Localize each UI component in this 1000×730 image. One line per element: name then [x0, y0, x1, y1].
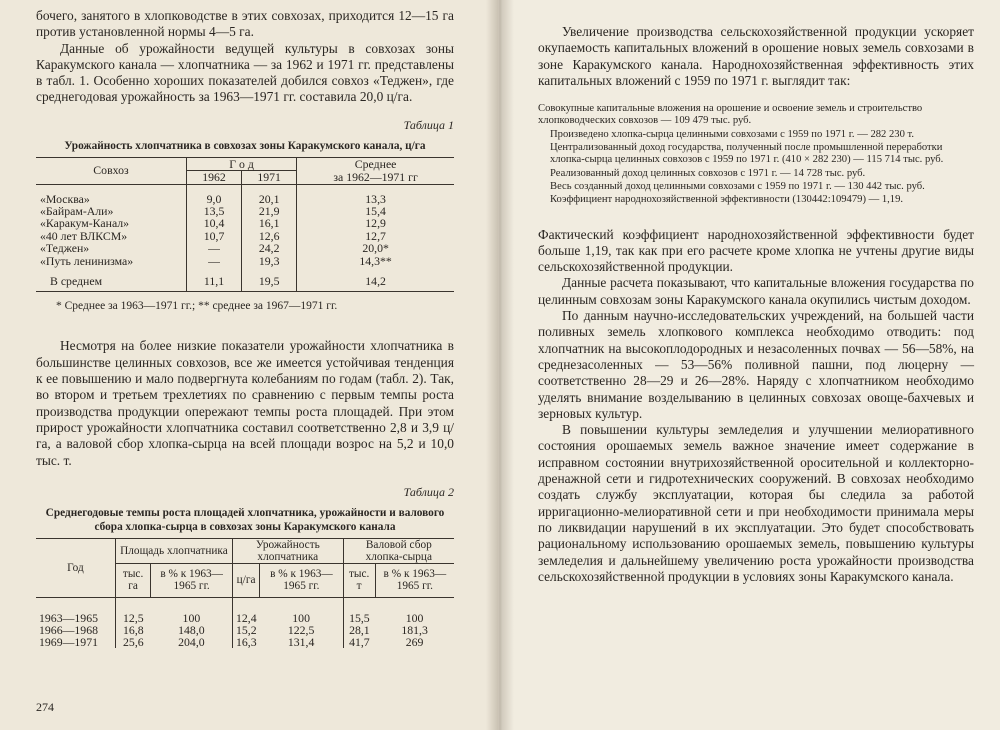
efficiency-calculation — [538, 103, 974, 206]
table1-header-sovkhoz: Совхоз — [36, 157, 186, 184]
table1-cell: 24,2 — [242, 242, 297, 254]
table2-cell-year: 1969—1971 — [36, 636, 115, 648]
table2-cell: 100 — [151, 597, 233, 624]
table1-cell: 13,3 — [365, 191, 386, 206]
table1-cell: 11,1 — [186, 267, 241, 292]
table2-header-gross: Валовой сбор хлопка-сырца — [343, 538, 454, 563]
table-row — [36, 636, 454, 648]
table1-header-1971: 1971 — [242, 171, 297, 184]
calc-item: Коэффициент народнохозяйственной эффективности (130442:109479) — 1,19. — [550, 194, 904, 206]
table1-cell: — — [186, 255, 241, 267]
calc-item: Произведено хлопка-сырца целинными совхозами с 1959 по 1971 г. — 282 230 т. — [550, 128, 914, 140]
table1-cell: 20,1 — [242, 184, 297, 205]
table2-cell: 16,8 — [123, 622, 144, 637]
table2-title: Среднегодовые темпы роста площадей хлопчатника, урожайности и валового сбора хлопка-сырца в совхозах зоны Каракумского канала — [45, 506, 445, 533]
table1-footnote: * Среднее за 1963—1971 гг.; ** среднее за 1967—1971 гг. — [56, 300, 338, 313]
calc-item: Совокупные капитальные вложения на орошение и освоение земель и строительство хлопководческих совхозов — 109 479 тыс. руб. — [538, 103, 923, 127]
table2-cell: 204,0 — [151, 636, 233, 648]
table1-cell: 16,1 — [242, 217, 297, 229]
table2-subheader: тыс. га — [115, 564, 150, 597]
table2-cell: 181,3 — [401, 622, 428, 637]
table2-cell: 16,3 — [236, 635, 257, 650]
table-row-average — [36, 267, 454, 292]
table2-cell: 269 — [405, 635, 424, 650]
table2-cell: 15,5 — [349, 610, 370, 625]
left-page — [0, 0, 498, 730]
table1-header-god: Г о д — [186, 157, 296, 170]
table1-cell: — — [186, 242, 241, 254]
table2-cell: 12,5 — [123, 610, 144, 625]
table-row — [36, 255, 454, 267]
table2-cell: 25,6 — [123, 635, 144, 650]
table1-cell: 13,5 — [186, 205, 241, 217]
page-number: 274 — [36, 700, 54, 714]
book-gutter — [486, 0, 514, 730]
table1-cell-name: В среднем — [36, 267, 186, 292]
left-paragraph-3: Несмотря на более низкие показатели урожайности хлопчатника в большинстве целинных совхозов, все же имеется устойчивая тенденция к ее повышению и мало подвергнута колебаниям по годам (табл. 2). Так, во втором и третьем трехлетиях по сравнению с первым темпы роста производства продукции опережают темпы роста площадей. При этом прирост урожайности хлопчатника составил соответственно 2,8 и 3,9 ц/га, а валовой сбор хлопка-сырца на всей площади возрос на 5,2 и 10,0 тыс. т. — [36, 338, 454, 468]
table1-cell-name: «Теджен» — [36, 242, 186, 254]
table2-cell: 41,7 — [349, 635, 370, 650]
table1-cell: 19,5 — [242, 267, 297, 292]
table2 — [36, 538, 454, 648]
table2-subheader: в % к 1963— 1965 гг. — [151, 564, 233, 597]
table-row — [36, 597, 454, 624]
right-paragraph-2: Фактический коэффициент народнохозяйственной эффективности будет больше 1,19, так как при его расчете кроме хлопка не учтены другие виды сельскохозяйственной продукции. — [538, 226, 974, 275]
table1-cell: 12,7 — [365, 228, 386, 243]
table-row — [36, 217, 454, 229]
table1-cell: 20,0* — [362, 241, 389, 256]
table2-subheader: в % к 1963— 1965 гг. — [375, 564, 454, 597]
table1-cell-name: «Москва» — [36, 184, 186, 205]
table1-cell: 14,2 — [297, 267, 454, 292]
right-paragraph-1: Увеличение производства сельскохозяйственной продукции ускоряет окупаемость капитальных вложений в орошение новых земель совхозами в зоне Каракумского канала. Народнохозяйственная эффективность этих капитальных вложений с 1959 по 1971 г. выглядит так: — [538, 24, 974, 88]
right-page — [498, 0, 1000, 730]
left-paragraph-1: бочего, занятого в хлопководстве в этих совхозах, приходится 12—15 га против установленной нормы 4—5 га. — [36, 8, 454, 40]
table2-subheader: в % к 1963— 1965 гг. — [260, 564, 343, 597]
table2-cell: 100 — [405, 610, 424, 625]
table-row — [36, 184, 454, 205]
table1-cell: 10,4 — [186, 217, 241, 229]
table2-cell: 15,2 — [236, 622, 257, 637]
table-row — [36, 230, 454, 242]
table2-cell: 28,1 — [349, 622, 370, 637]
right-paragraph-4: По данным научно-исследовательских учреждений, на большей части поливных земель хлопкового комплекса необходимо отводить: под хлопчатник на высокоплодородных и незасоленных почвах — 56—58%, на среднезасоленных — 53—56% поливной пашни, под люцерну — соответственно 28—29 и 26—28%. Наряду с хлопчатником необходимо уделять внимание возделыванию в целинных совхозах овоще-бахчевых и зерновых культур. — [538, 308, 974, 421]
table1-header-1962: 1962 — [186, 171, 241, 184]
table2-subheader: тыс. т — [343, 564, 375, 597]
right-paragraph-5: В повышении культуры земледелия и улучшении мелиоративного состояния орошаемых земель важное значение имеет содержание в исправном состоянии внутрихозяйственной оросительной и коллекторно-дренажной сети и гидротехнических сооружений. В совхозах необходимо создать службу эксплуатации, которая бы следила за работой ирригационно-мелиоративной сети и при необходимости принимала меры по ликвидации нарушений в их эксплуатации. Это будет способствовать рациональному использованию орошаемых земель, повышению культуры земледелия и дальнейшему увеличению роста урожайности производства сельскохозяйственной продукции в условиях зоны Каракумского канала. — [538, 422, 974, 584]
calc-item: Реализованный доход целинных совхозов с 1971 г. — 14 728 тыс. руб. — [550, 167, 866, 179]
calc-item: Централизованный доход государства, полученный после промышленной переработки хлопка-сырца целинных совхозов с 1959 по 1971 г. (410 × 282 230) — 115 714 тыс. руб. — [550, 142, 944, 166]
table1-cell: 19,3 — [242, 255, 297, 267]
table1-cell: 12,9 — [365, 216, 386, 231]
table1-cell-name: «Байрам-Али» — [36, 205, 186, 217]
table1-cell: 10,7 — [186, 230, 241, 242]
table2-cell: 122,5 — [260, 624, 343, 636]
table1-caption: Таблица 1 — [403, 117, 454, 132]
right-paragraph-3: Данные расчета показывают, что капитальные вложения государства по целинным совхозам зоны Каракумского канала окупились чистым доходом. — [538, 275, 974, 307]
table1-cell-name: «Каракум-Канал» — [36, 217, 186, 229]
table1-cell: 21,9 — [242, 205, 297, 217]
calc-item: Весь созданный доход целинными совхозами с 1959 по 1971 г. — 130 442 тыс. руб. — [550, 180, 925, 192]
table2-cell: 100 — [260, 597, 343, 624]
table1-cell-name: «40 лет ВЛКСМ» — [36, 230, 186, 242]
table1-cell: 14,3** — [359, 253, 392, 268]
table1-cell: 9,0 — [186, 184, 241, 205]
table2-header-area: Площадь хлопчатника — [115, 538, 232, 563]
table2-header-yield: Урожайность хлопчатника — [233, 538, 344, 563]
table2-caption: Таблица 2 — [403, 484, 454, 499]
table1-title: Урожайность хлопчатника в совхозах зоны Каракумского канала, ц/га — [64, 139, 426, 152]
table-row — [36, 242, 454, 254]
table2-cell-year: 1966—1968 — [36, 624, 115, 636]
table1-cell-name: «Путь ленинизма» — [36, 255, 186, 267]
table2-subheader: ц/га — [233, 564, 260, 597]
table2-cell-year: 1963—1965 — [36, 597, 115, 624]
table1-cell: 15,4 — [365, 204, 386, 218]
table2-cell: 12,4 — [236, 610, 257, 625]
table2-header-year: Год — [36, 538, 115, 597]
table2-cell: 148,0 — [151, 624, 233, 636]
table1-header-srednee: Среднее — [297, 157, 454, 170]
table1 — [36, 157, 454, 293]
table1-header-range: за 1962—1971 гг — [297, 171, 454, 184]
table2-cell: 131,4 — [260, 636, 343, 648]
table1-cell: 12,6 — [242, 230, 297, 242]
left-paragraph-2: Данные об урожайности ведущей культуры в совхозах зоны Каракумского канала — хлопчатника — за 1962 и 1971 гг. представлены в табл. 1. Особенно хороших показателей добился совхоз «Теджен», где среднегодовая урожайность за 1963—1971 гг. составила 20,0 ц/га. — [36, 40, 454, 105]
